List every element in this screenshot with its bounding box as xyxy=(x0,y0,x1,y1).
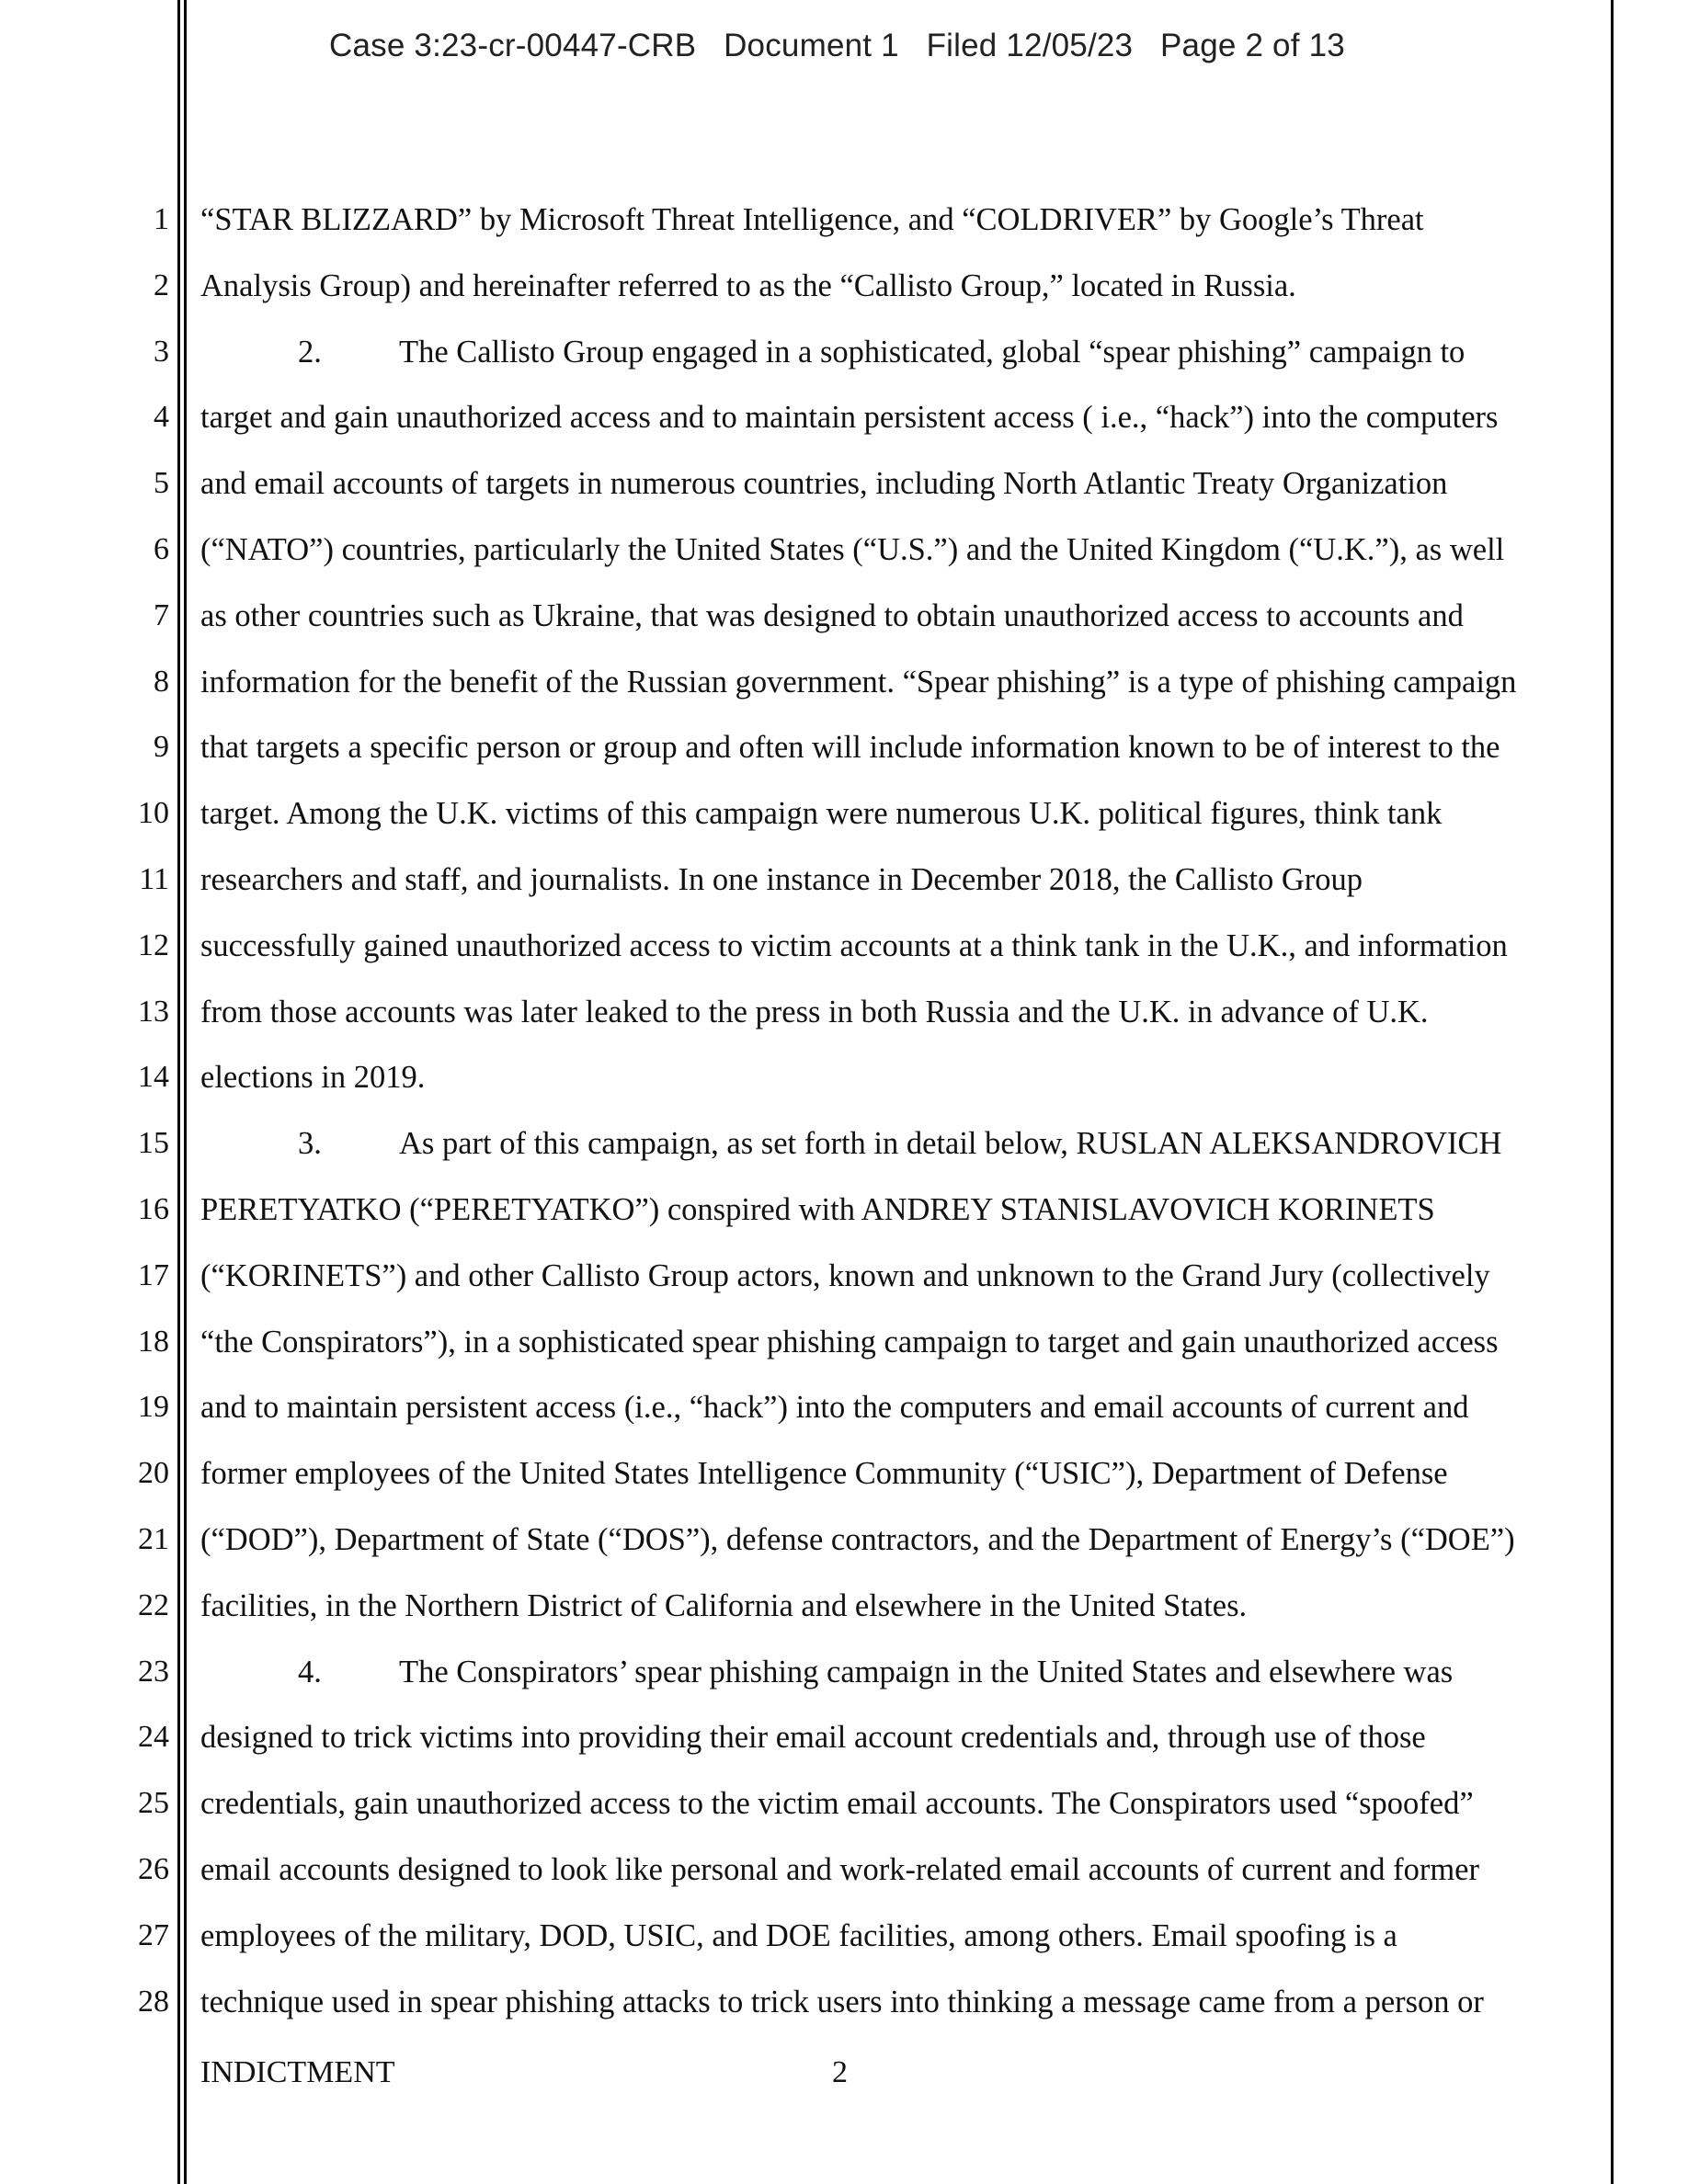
line-text: The Callisto Group engaged in a sophisticated, global “spear phishing” campaign to xyxy=(399,334,1466,370)
filed-date: Filed 12/05/23 xyxy=(926,28,1134,63)
line-number: 14 xyxy=(138,1060,169,1095)
line-number: 23 xyxy=(138,1654,169,1689)
line-text: that targets a specific person or group and often will include information known to be of interest to the xyxy=(200,730,1500,766)
text-line xyxy=(200,789,1589,855)
document-body xyxy=(200,195,1589,2042)
text-line xyxy=(200,1911,1589,1977)
paragraph-number: 2. xyxy=(298,334,322,370)
text-line xyxy=(200,1581,1589,1647)
line-text: “STAR BLIZZARD” by Microsoft Threat Intelligence, and “COLDRIVER” by Google’s Threat xyxy=(200,202,1424,237)
line-number: 1 xyxy=(154,202,169,236)
text-line xyxy=(200,1515,1589,1581)
text-line xyxy=(200,1449,1589,1515)
line-text: employees of the military, DOD, USIC, and DOE facilities, among others. Email spoofing is a xyxy=(200,1917,1397,1953)
text-line xyxy=(200,921,1589,987)
line-text: target and gain unauthorized access and to maintain persistent access ( i.e., “hack”) into the computers xyxy=(200,400,1499,436)
line-number: 2 xyxy=(154,267,169,302)
text-line xyxy=(200,327,1589,393)
line-text: researchers and staff, and journalists. In one instance in December 2018, the Callisto Group xyxy=(200,861,1363,897)
line-text: from those accounts was later leaked to the press in both Russia and the U.K. in advance of U.K. xyxy=(200,994,1429,1029)
text-line xyxy=(200,195,1589,261)
text-line xyxy=(200,987,1589,1053)
text-line xyxy=(200,657,1589,723)
line-number: 11 xyxy=(139,861,169,896)
line-number: 4 xyxy=(154,400,169,435)
text-line xyxy=(200,261,1589,327)
line-text: “the Conspirators”), in a sophisticated spear phishing campaign to target and gain unauthorized access xyxy=(200,1324,1499,1359)
left-margin-rule-outer xyxy=(177,0,180,2184)
text-line xyxy=(200,1382,1589,1449)
text-line xyxy=(200,1779,1589,1845)
text-line xyxy=(200,1977,1589,2043)
left-margin-rule-inner xyxy=(184,0,187,2184)
line-number: 7 xyxy=(154,597,169,632)
text-line xyxy=(200,1185,1589,1251)
line-number: 25 xyxy=(138,1786,169,1821)
line-text: as other countries such as Ukraine, that was designed to obtain unauthorized access to accounts and xyxy=(200,597,1464,633)
line-text: successfully gained unauthorized access to victim accounts at a think tank in the U.K., and information xyxy=(200,927,1508,963)
line-number: 13 xyxy=(138,994,169,1029)
document-number: Document 1 xyxy=(724,28,899,63)
page-indicator: Page 2 of 13 xyxy=(1160,28,1345,63)
line-number: 15 xyxy=(138,1126,169,1161)
line-number: 9 xyxy=(154,730,169,765)
line-number: 5 xyxy=(154,466,169,501)
line-number: 6 xyxy=(154,531,169,566)
line-text: target. Among the U.K. victims of this campaign were numerous U.K. political figures, think tank xyxy=(200,796,1443,832)
line-text: facilities, in the Northern District of California and elsewhere in the United States. xyxy=(200,1587,1248,1623)
line-text: As part of this campaign, as set forth in detail below, RUSLAN ALEKSANDROVICH xyxy=(399,1126,1502,1162)
text-line xyxy=(200,459,1589,525)
line-text: email accounts designed to look like personal and work-related email accounts of current and former xyxy=(200,1851,1479,1887)
line-text: The Conspirators’ spear phishing campaign in the United States and elsewhere was xyxy=(399,1654,1454,1689)
case-number: Case 3:23-cr-00447-CRB xyxy=(329,28,697,63)
line-text: (“KORINETS”) and other Callisto Group actors, known and unknown to the Grand Jury (collectively xyxy=(200,1257,1490,1293)
text-line xyxy=(200,1317,1589,1383)
line-text: designed to trick victims into providing their email account credentials and, through use of those xyxy=(200,1720,1426,1756)
line-text: credentials, gain unauthorized access to the victim email accounts. The Conspirators used “spoofed” xyxy=(200,1786,1474,1822)
line-number: 3 xyxy=(154,334,169,369)
text-line xyxy=(200,591,1589,657)
footer-page-number: 2 xyxy=(832,2055,848,2089)
line-number: 12 xyxy=(138,927,169,962)
text-line xyxy=(200,722,1589,789)
line-number: 22 xyxy=(138,1587,169,1622)
line-text: information for the benefit of the Russian government. “Spear phishing” is a type of phishing campaign xyxy=(200,664,1517,700)
text-line xyxy=(200,1251,1589,1317)
text-line xyxy=(200,1845,1589,1911)
line-number: 24 xyxy=(138,1720,169,1755)
text-line xyxy=(200,392,1589,459)
paragraph-number: 3. xyxy=(298,1126,322,1162)
line-text: technique used in spear phishing attacks to trick users into thinking a message came from a person or xyxy=(200,1984,1484,2019)
line-number-column xyxy=(110,195,169,2042)
text-line xyxy=(200,525,1589,591)
line-text: PERETYATKO (“PERETYATKO”) conspired with ANDREY STANISLAVOVICH KORINETS xyxy=(200,1191,1435,1227)
line-number: 17 xyxy=(138,1257,169,1292)
line-text: (“DOD”), Department of State (“DOS”), defense contractors, and the Department of Energy’s (“DOE”) xyxy=(200,1521,1515,1557)
line-text: (“NATO”) countries, particularly the United States (“U.S.”) and the United Kingdom (“U.K.”), as well xyxy=(200,531,1505,567)
line-text: and email accounts of targets in numerous countries, including North Atlantic Treaty Organization xyxy=(200,466,1448,502)
right-margin-rule xyxy=(1611,0,1614,2184)
text-line xyxy=(200,855,1589,921)
line-number: 20 xyxy=(138,1456,169,1491)
text-line xyxy=(200,1052,1589,1119)
line-number: 21 xyxy=(138,1521,169,1556)
line-text: elections in 2019. xyxy=(200,1060,426,1096)
line-number: 27 xyxy=(138,1917,169,1952)
case-header xyxy=(329,28,1345,64)
line-text: and to maintain persistent access (i.e., “hack”) into the computers and email accounts of current and xyxy=(200,1390,1469,1426)
line-number: 19 xyxy=(138,1390,169,1425)
line-number: 16 xyxy=(138,1191,169,1226)
line-number: 28 xyxy=(138,1984,169,2019)
text-line xyxy=(200,1647,1589,1713)
paragraph-number: 4. xyxy=(298,1654,322,1689)
line-text: former employees of the United States Intelligence Community (“USIC”), Department of Defense xyxy=(200,1456,1448,1492)
line-text: Analysis Group) and hereinafter referred to as the “Callisto Group,” located in Russia. xyxy=(200,267,1296,303)
line-number: 26 xyxy=(138,1851,169,1886)
line-number: 10 xyxy=(138,796,169,831)
text-line xyxy=(200,1119,1589,1185)
text-line xyxy=(200,1712,1589,1779)
line-number: 18 xyxy=(138,1324,169,1359)
footer-title: INDICTMENT xyxy=(200,2055,395,2089)
line-number: 8 xyxy=(154,664,169,699)
